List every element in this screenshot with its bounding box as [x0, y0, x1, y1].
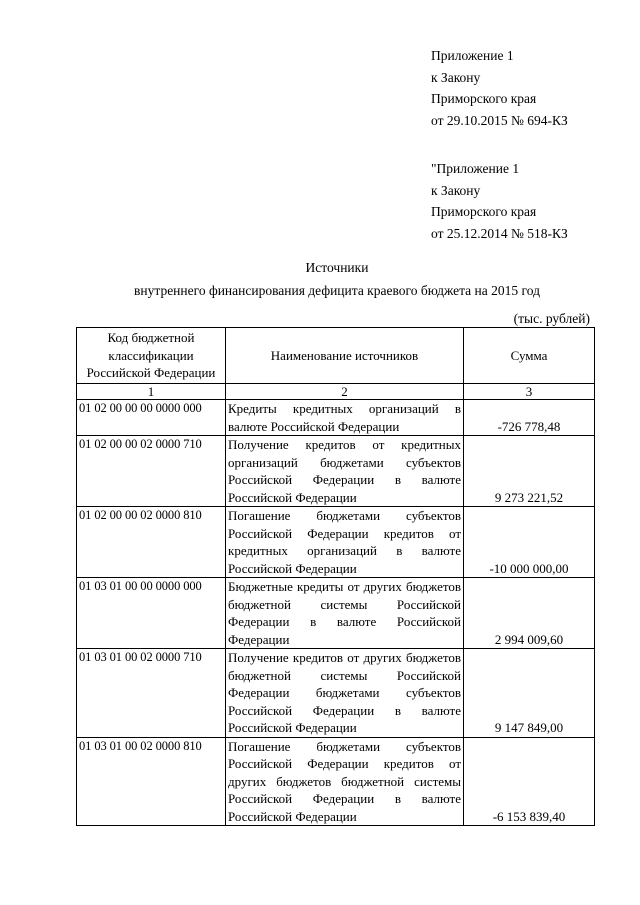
budget-code: 01 03 01 00 02 0000 810 — [77, 737, 226, 826]
table-row — [77, 649, 595, 738]
source-name: Погашение бюджетами субъектов Российской Федерации кредитов от других бюджетов бюджетной системы Российской Федерации в валюте Российской Федерации — [226, 737, 464, 826]
budget-code: 01 02 00 00 02 0000 810 — [77, 507, 226, 578]
table-header-row — [77, 328, 595, 384]
source-sum: -726 778,48 — [464, 400, 595, 436]
source-name: Кредиты кредитных организаций в валюте Российской Федерации — [226, 400, 464, 436]
header-name: Наименование источников — [226, 328, 464, 384]
column-number-row — [77, 384, 595, 400]
budget-code: 01 03 01 00 00 0000 000 — [77, 578, 226, 649]
source-sum: 9 147 849,00 — [464, 649, 595, 738]
appendix-line: от 25.12.2014 № 518-КЗ — [431, 225, 568, 241]
appendix-line: от 29.10.2015 № 694-КЗ — [431, 112, 568, 128]
source-name: Погашение бюджетами субъектов Российской Федерации кредитов от кредитных организаций в валюте Российской Федерации — [226, 507, 464, 578]
budget-code: 01 03 01 00 02 0000 710 — [77, 649, 226, 738]
column-number: 1 — [77, 384, 226, 400]
table-row — [77, 578, 595, 649]
appendix-line: "Приложение 1 — [431, 161, 520, 176]
appendix-line: Приморского края — [431, 204, 537, 219]
document-subtitle: внутреннего финансирования дефицита краевого бюджета на 2015 год — [134, 283, 540, 298]
appendix-line: к Закону — [431, 69, 481, 85]
appendix-reference-previous — [431, 158, 568, 244]
source-name: Бюджетные кредиты от других бюджетов бюджетной системы Российской Федерации в валюте Российской Федерации — [226, 578, 464, 649]
financing-sources-table — [76, 327, 595, 826]
source-name: Получение кредитов от кредитных организаций бюджетами субъектов Российской Федерации в валюте Российской Федерации — [226, 436, 464, 507]
appendix-reference-current — [431, 45, 568, 131]
table-row — [77, 737, 595, 826]
units-label: (тыс. рублей) — [513, 311, 590, 326]
source-sum: 2 994 009,60 — [464, 578, 595, 649]
budget-code: 01 02 00 00 00 0000 000 — [77, 400, 226, 436]
budget-code: 01 02 00 00 02 0000 710 — [77, 436, 226, 507]
table-row — [77, 436, 595, 507]
appendix-line: к Закону — [431, 182, 481, 198]
column-number: 2 — [226, 384, 464, 400]
appendix-line: Приложение 1 — [431, 48, 514, 63]
source-sum: 9 273 221,52 — [464, 436, 595, 507]
source-name: Получение кредитов от других бюджетов бюджетной системы Российской Федерации бюджетами субъектов Российской Федерации в валюте Российской Федерации — [226, 649, 464, 738]
source-sum: -6 153 839,40 — [464, 737, 595, 826]
header-sum: Сумма — [464, 328, 595, 384]
column-number: 3 — [464, 384, 595, 400]
table-row — [77, 507, 595, 578]
source-sum: -10 000 000,00 — [464, 507, 595, 578]
appendix-line: Приморского края — [431, 91, 537, 106]
document-title: Источники — [305, 260, 369, 275]
table-row — [77, 400, 595, 436]
header-code: Код бюджетной классификации Российской Федерации — [77, 328, 226, 384]
